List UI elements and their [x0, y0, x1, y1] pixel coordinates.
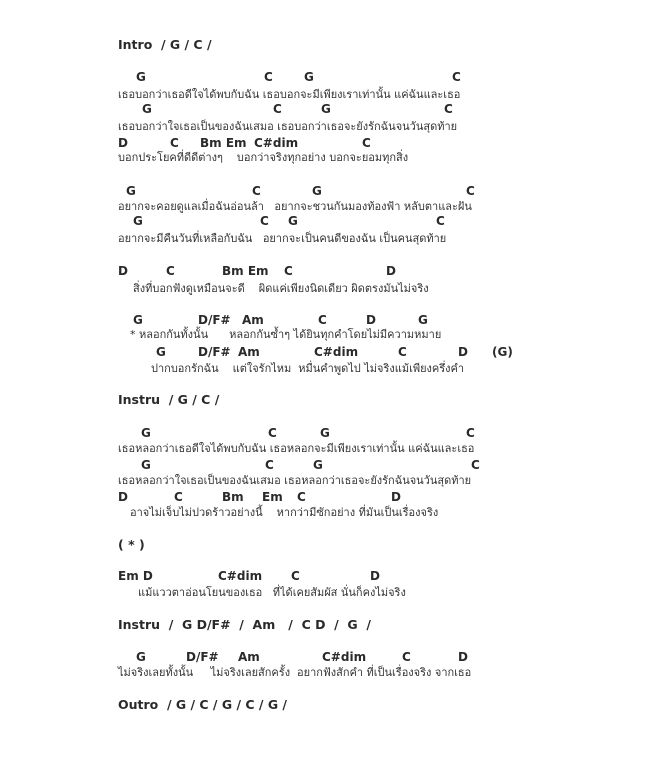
chord-symbol: G — [133, 214, 143, 228]
chord-symbol: G — [313, 458, 323, 472]
chord-symbol: D — [118, 490, 128, 504]
chord-line — [0, 426, 659, 440]
chord-line — [0, 136, 659, 150]
lyric-line: ปากบอกรักฉัน แต่ใจรักไหม หมื่นคำพูดไป ไม่จริงแม้เพียงครึ่งคำ — [151, 362, 465, 375]
chord-line — [0, 650, 659, 664]
chord-symbol: D/F# — [198, 313, 231, 327]
chord-symbol: C — [291, 569, 300, 583]
chord-symbol: C — [166, 264, 175, 278]
lyric-line: แม้แววตาอ่อนโยนของเธอ ที่ได้เคยสัมผัส นั่นก็คงไม่จริง — [138, 586, 406, 599]
chord-symbol: C — [252, 184, 261, 198]
chord-symbol: D — [370, 569, 380, 583]
chord-symbol: Bm — [222, 490, 244, 504]
chord-line — [0, 264, 659, 278]
lyric-line: เธอบอกว่าใจเธอเป็นของฉันเสมอ เธอบอกว่าเธอจะยังรักฉันจนวันสุดท้าย — [118, 120, 458, 133]
chord-symbol: G — [320, 426, 330, 440]
chord-symbol: C — [318, 313, 327, 327]
chord-symbol: G — [141, 426, 151, 440]
chord-symbol: C — [268, 426, 277, 440]
chord-symbol: Am — [238, 650, 260, 664]
lyric-line: สิ่งที่บอกฟังดูเหมือนจะดี ผิดแค่เพียงนิดเดียว ผิดตรงมันไม่จริง — [133, 282, 429, 295]
chord-symbol: C — [174, 490, 183, 504]
chord-symbol: G — [133, 313, 143, 327]
chord-line — [0, 458, 659, 472]
chord-symbol: C#dim — [322, 650, 367, 664]
lyric-line: * หลอกกันทั้งนั้น หลอกกันซ้ำๆ ได้ยินทุกคำโดยไม่มีความหมาย — [130, 328, 442, 341]
chord-symbol: G — [142, 102, 152, 116]
chord-symbol: G — [156, 345, 166, 359]
lyric-line: เธอบอกว่าเธอดีใจได้พบกับฉัน เธอบอกจะมีเพียงเราเท่านั้น แค่ฉันและเธอ — [118, 88, 461, 101]
chord-symbol: D — [391, 490, 401, 504]
section-header: Instru / G / C / — [118, 392, 220, 407]
chord-line — [0, 313, 659, 327]
chord-symbol: C — [452, 70, 461, 84]
chord-symbol: D — [386, 264, 396, 278]
chord-symbol: C — [436, 214, 445, 228]
chord-symbol: D — [458, 345, 468, 359]
section-header: ( * ) — [118, 537, 145, 552]
chord-symbol: D — [366, 313, 376, 327]
chord-symbol: C#dim — [314, 345, 359, 359]
chord-symbol: C#dim — [254, 136, 299, 150]
section-header: Intro / G / C / — [118, 37, 212, 52]
chord-symbol: Em D — [118, 569, 153, 583]
chord-symbol: C — [362, 136, 371, 150]
chord-symbol: G — [418, 313, 428, 327]
chord-symbol: D/F# — [186, 650, 219, 664]
chord-symbol: D/F# — [198, 345, 231, 359]
chord-symbol: D — [458, 650, 468, 664]
lyric-line: อยากจะคอยดูแลเมื่อฉันอ่อนล้า อยากจะชวนกันมองท้องฟ้า หลับตาและฝัน — [118, 200, 472, 213]
chord-symbol: Am — [242, 313, 264, 327]
chord-line — [0, 490, 659, 504]
chord-symbol: G — [312, 184, 322, 198]
chord-symbol: C — [273, 102, 282, 116]
chord-symbol: C — [444, 102, 453, 116]
chord-symbol: C — [265, 458, 274, 472]
chord-symbol: C — [170, 136, 179, 150]
chord-symbol: C — [466, 426, 475, 440]
chord-line — [0, 345, 659, 359]
chord-symbol: Bm Em — [200, 136, 247, 150]
chord-symbol: C — [264, 70, 273, 84]
chord-line — [0, 184, 659, 198]
chord-symbol: G — [288, 214, 298, 228]
chord-symbol: D — [118, 264, 128, 278]
chord-symbol: C — [284, 264, 293, 278]
section-header: Instru / G D/F# / Am / C D / G / — [118, 617, 371, 632]
chord-symbol: C — [466, 184, 475, 198]
chord-symbol: C#dim — [218, 569, 263, 583]
chord-symbol: Am — [238, 345, 260, 359]
lyric-line: ไม่จริงเลยทั้งนั้น ไม่จริงเลยสักครั้ง อยากฟังสักคำ ที่เป็นเรื่องจริง จากเธอ — [118, 666, 472, 679]
chord-line — [0, 70, 659, 84]
chord-symbol: C — [402, 650, 411, 664]
chord-symbol: C — [471, 458, 480, 472]
chord-symbol: C — [297, 490, 306, 504]
lyric-line: บอกประโยคที่ดีดีต่างๆ บอกว่าจริงทุกอย่าง บอกจะยอมทุกสิ่ง — [118, 151, 409, 164]
chord-symbol: G — [304, 70, 314, 84]
chord-symbol: D — [118, 136, 128, 150]
lyric-line: อยากจะมีคืนวันที่เหลือกับฉัน อยากจะเป็นคนดีของฉัน เป็นคนสุดท้าย — [118, 232, 447, 245]
chord-symbol: G — [136, 650, 146, 664]
chord-line — [0, 214, 659, 228]
chord-symbol: C — [398, 345, 407, 359]
lyric-line: อาจไม่เจ็บไม่ปวดร้าวอย่างนี้ หากว่ามีซักอย่าง ที่มันเป็นเรื่องจริง — [130, 506, 439, 519]
chord-symbol: (G) — [492, 345, 513, 359]
chord-symbol: C — [260, 214, 269, 228]
section-header: Outro / G / C / G / C / G / — [118, 697, 287, 712]
chord-symbol: Em — [262, 490, 283, 504]
chord-symbol: Bm Em — [222, 264, 269, 278]
chord-symbol: G — [136, 70, 146, 84]
chord-line — [0, 102, 659, 116]
chord-line — [0, 569, 659, 583]
chord-symbol: G — [141, 458, 151, 472]
lyric-line: เธอหลอกว่าเธอดีใจได้พบกับฉัน เธอหลอกจะมีเพียงเราเท่านั้น แค่ฉันและเธอ — [118, 442, 475, 455]
chord-symbol: G — [126, 184, 136, 198]
chord-symbol: G — [321, 102, 331, 116]
lyric-line: เธอหลอกว่าใจเธอเป็นของฉันเสมอ เธอหลอกว่าเธอจะยังรักฉันจนวันสุดท้าย — [118, 474, 472, 487]
